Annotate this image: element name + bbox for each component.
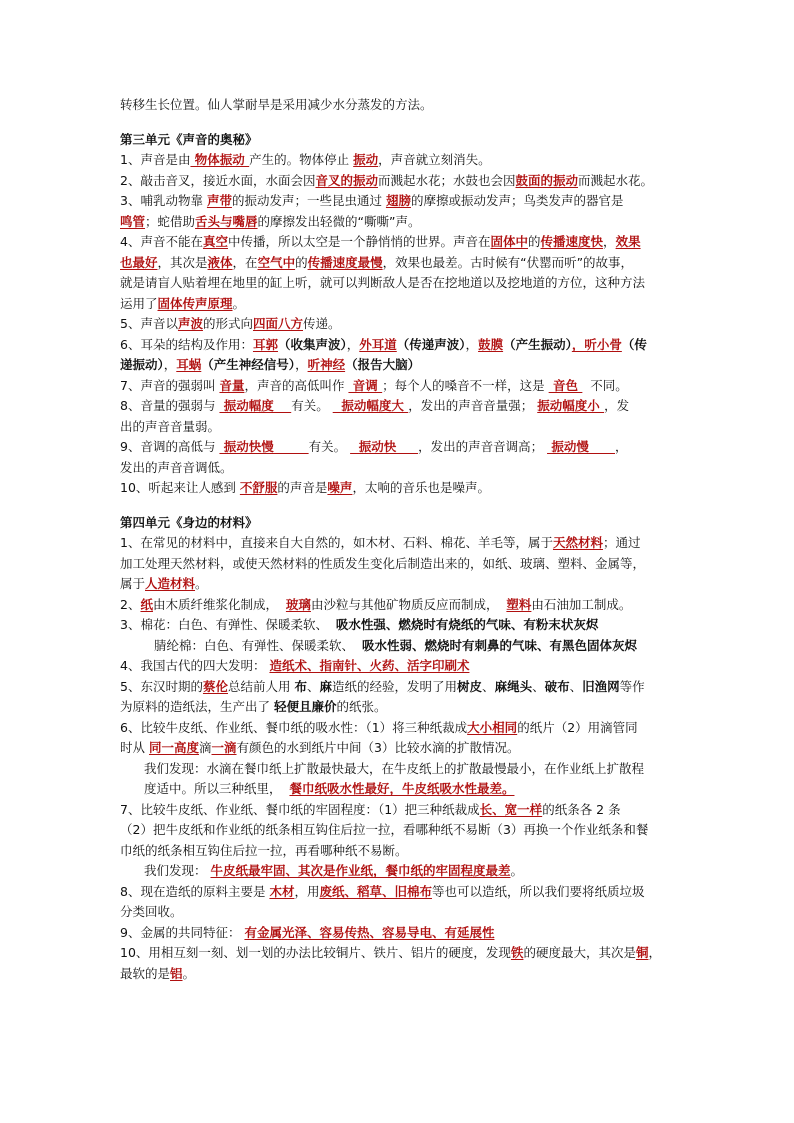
bold-text: 吸水性弱、燃烧时有刺鼻的气味、有黑色固体灰烬 [361, 637, 637, 653]
text-segment: 4、声音不能在 [120, 234, 203, 249]
answer-keyword: 四面八方 [252, 316, 303, 331]
text-segment: 第四单元《身边的材料》 [120, 514, 258, 530]
text-line [120, 355, 680, 376]
text-line [120, 478, 680, 499]
bold-text: （收集声波） [277, 336, 347, 352]
answer-keyword: 外耳道 [359, 336, 397, 352]
text-line [120, 95, 680, 116]
text-segment: 的 [528, 234, 541, 249]
answer-keyword: 牛皮纸最牢固、其次是作业纸，餐巾纸的牢固程度最差 [210, 863, 511, 878]
answer-keyword: 铁 [510, 945, 524, 960]
text-line [120, 417, 680, 438]
answer-keyword: 长、宽一样 [479, 801, 543, 817]
answer-keyword: 鼓膜 [478, 336, 504, 352]
text-line [120, 294, 680, 315]
bold-text: （产生神经信号） [201, 357, 296, 372]
text-segment: 10、听起来让人感到 [120, 480, 240, 495]
answer-keyword: 传播速度快 [540, 234, 604, 249]
text-segment: ， [295, 357, 308, 372]
text-segment: 而溅起水花。 [578, 172, 654, 188]
answer-keyword: 空气中 [257, 254, 296, 270]
text-line [120, 800, 680, 821]
text-segment: ，其次是 [157, 254, 208, 270]
text-segment: 由木质纤维浆化制成， [152, 596, 286, 612]
text-segment: 产生的。物体停止 [249, 152, 354, 167]
answer-keyword: 废纸、稻草、旧棉布 [319, 883, 432, 899]
text-line [120, 615, 680, 636]
answer-keyword: 餐巾纸吸水性最好，牛皮纸吸水性最差。 [289, 781, 515, 796]
text-segment: ， [465, 336, 479, 352]
text-segment: 1、在常见的材料中，直接来自大自然的，如木材、石料、棉花、羊毛等，属于 [120, 535, 553, 550]
text-line [120, 718, 680, 739]
answer-keyword: 振动幅度大 [332, 398, 409, 413]
text-segment: 腈纶棉：白色、有弹性、保暖柔软、 [154, 637, 362, 653]
text-segment: 3、哺乳动物靠 [120, 193, 207, 208]
bold-text: （报告大脑） [345, 357, 421, 372]
text-line [120, 376, 680, 397]
text-segment: 由石油加工制成。 [531, 596, 632, 612]
text-line [120, 273, 680, 294]
text-segment: ，太响的音乐也是噪声。 [352, 480, 490, 495]
text-line [120, 738, 680, 759]
text-line [120, 595, 680, 616]
answer-keyword: 也最好 [120, 254, 158, 270]
text-segment: 时从 [120, 740, 149, 755]
text-segment: 6、耳朵的结构及作用： [120, 336, 253, 352]
answer-keyword: 声波 [177, 316, 203, 331]
text-segment: 传递。 [303, 316, 341, 331]
text-segment: 2、 [120, 596, 141, 612]
section-heading [120, 130, 680, 151]
text-line [120, 533, 680, 554]
text-segment: 有颜色的水到纸片中间（3）比较水滴的扩散情况。 [236, 740, 520, 755]
text-segment: 10、用相互刻一刻、划一划的办法比较铜片、铁片、铝片的硬度，发现 [120, 945, 511, 960]
text-line [120, 636, 680, 657]
text-segment: ， [648, 945, 661, 960]
answer-keyword: 不舒服 [239, 480, 278, 495]
bold-text: 轻便且廉价 [273, 699, 337, 714]
text-segment: 为原料的造纸法，生产出了 [120, 699, 274, 714]
answer-keyword: 固体传声原理 [157, 295, 233, 311]
text-line [120, 861, 680, 882]
text-segment: 的形式向 [202, 316, 253, 331]
bold-text: 麻 [319, 678, 333, 694]
text-line [120, 335, 680, 356]
text-segment: 、 [532, 678, 545, 694]
answer-keyword: 振动幅度小 [537, 398, 605, 413]
text-segment: 的 [295, 254, 308, 270]
answer-keyword: 舌头与嘴唇 [195, 213, 258, 229]
text-segment: 的振动发声；一些昆虫通过 [231, 193, 386, 208]
text-segment: 而溅起水花；水鼓也会因 [377, 172, 516, 188]
text-line [120, 759, 680, 780]
text-segment: ，发出的声音音量强； [408, 398, 538, 413]
text-line [120, 882, 680, 903]
text-segment: 最软的是 [120, 965, 171, 981]
text-segment: 。 [195, 576, 208, 591]
text-line [120, 396, 680, 417]
text-line [120, 314, 680, 335]
text-segment: 的硬度最大，其次是 [523, 945, 636, 960]
answer-keyword: 造纸术、指南针、火药、活字印刷术 [269, 658, 470, 673]
answer-keyword: 液体 [207, 254, 233, 270]
text-line [120, 923, 680, 944]
answer-keyword: 振动 [353, 152, 379, 167]
text-segment: 滴 [199, 740, 212, 755]
text-segment: 5、东汉时期的 [120, 678, 203, 694]
text-segment: 的声音是 [277, 480, 328, 495]
text-segment: 3、棉花：白色、有弹性、保暖柔软、 [120, 617, 336, 632]
text-segment: 9、音调的高低与 [120, 439, 220, 454]
text-segment: 有关。 [291, 398, 333, 413]
text-segment: 中传播，所以太空是一个静悄悄的世界。声音在 [227, 234, 491, 249]
answer-keyword: 一滴 [211, 740, 237, 755]
answer-keyword: 声带 [206, 193, 232, 208]
answer-keyword: 振动快 [350, 439, 419, 454]
bold-text: 破布 [544, 678, 570, 694]
text-line [120, 820, 680, 841]
document-body [120, 95, 680, 984]
answer-keyword: 音叉的振动 [315, 172, 378, 188]
text-line [120, 554, 680, 575]
text-line [120, 191, 680, 212]
text-segment: ， [615, 439, 628, 454]
text-segment: 等也可以造纸，所以我们要将纸质垃圾 [431, 883, 645, 899]
text-segment: 加工处理天然材料，或使天然材料的性质发生变化后制造出来的，如纸、玻璃、塑料、金属等， [120, 555, 646, 571]
text-line [120, 697, 680, 718]
answer-keyword: 翅膀 [385, 193, 411, 208]
text-segment: 。 [182, 965, 196, 981]
answer-keyword: 固体中 [490, 234, 529, 249]
text-line [120, 656, 680, 677]
text-segment: 等作 [619, 678, 645, 694]
text-segment: 4、我国古代的四大发明： [120, 658, 270, 673]
text-line [120, 458, 680, 479]
text-segment: 分类回收。 [120, 904, 183, 919]
text-segment: 的摩擦或振动发声；鸟类发声的器官是 [410, 193, 624, 208]
text-line [120, 212, 680, 233]
answer-keyword: 天然材料 [552, 535, 603, 550]
answer-keyword: 音调 [348, 377, 383, 393]
text-segment: 2、敲击音叉，接近水面，水面会因 [120, 172, 316, 188]
answer-keyword: 振动幅度 [219, 398, 292, 413]
text-segment: ，发出的声音音调高； [418, 439, 548, 454]
text-line [120, 779, 680, 800]
text-segment: 5、声音以 [120, 316, 178, 331]
text-segment: 9、金属的共同特征： [120, 924, 245, 940]
bold-text: （产生振动） [503, 336, 572, 352]
text-segment: ；每个人的嗓音不一样，这是 [382, 377, 549, 393]
text-segment: 总结前人用 [227, 678, 295, 694]
text-segment: 造纸的经验，发明了用 [332, 678, 458, 694]
text-line [120, 253, 680, 274]
text-segment: 。 [232, 295, 246, 311]
text-segment: 由沙粒与其他矿物质反应而制成， [310, 596, 507, 612]
answer-keyword: 纸 [140, 596, 153, 612]
text-segment: 的纸片（2）用滴管同 [517, 719, 638, 735]
text-line [120, 574, 680, 595]
answer-keyword: 物体振动 [190, 152, 250, 167]
text-segment: 就是请盲人贴着埋在地里的缸上听，就可以判断敌人是否在挖地道以及挖地道的方位，这种方法 [120, 275, 646, 290]
text-segment: 不同。 [582, 377, 628, 393]
text-segment: （2）把牛皮纸和作业纸的纸条相互钩住后拉一拉，看哪种纸不易断（3）再换一个作业纸条和餐 [120, 822, 649, 837]
text-segment: 7、比较牛皮纸、作业纸、餐巾纸的牢固程度：（1）把三种纸裁成 [120, 801, 480, 817]
bold-text: 递振动） [120, 357, 164, 372]
answer-keyword: 蔡伦 [202, 678, 228, 694]
text-line [120, 150, 680, 171]
answer-keyword: 大小相同 [467, 719, 518, 735]
answer-keyword: 听神经 [307, 357, 346, 372]
text-segment: ，效果也最差。古时候有“伏罂而听”的故事， [382, 254, 634, 270]
answer-keyword: 音色 [548, 377, 583, 393]
text-segment: ；蛇借助 [145, 213, 196, 229]
text-segment: ， [163, 357, 177, 372]
text-segment: 、 [306, 678, 320, 694]
answer-keyword: 耳蜗 [176, 357, 202, 372]
text-segment: 的摩擦发出轻微的“嘶嘶”声。 [257, 213, 421, 229]
bold-text: （传递声波） [396, 336, 466, 352]
answer-keyword: ，听小骨 [571, 336, 622, 352]
text-segment: 8、现在造纸的原料主要是 [120, 883, 270, 899]
text-segment: 我们发现：水滴在餐巾纸上扩散最快最大，在牛皮纸上的扩散最慢最小，在作业纸上扩散程 [144, 760, 645, 776]
answer-keyword: 人造材料 [145, 576, 196, 591]
answer-keyword: 耳郭 [252, 336, 278, 352]
answer-keyword: 噪声 [327, 480, 353, 495]
answer-keyword: 玻璃 [285, 596, 311, 612]
text-segment: 出的声音音量弱。 [120, 418, 221, 434]
section-heading [120, 513, 680, 534]
text-segment: 6、比较牛皮纸、作业纸、餐巾纸的吸水性：（1）将三种纸裁成 [120, 719, 468, 735]
text-segment: 第三单元《声音的奥秘》 [120, 131, 258, 147]
text-segment: 的纸条各 2 条 [542, 801, 621, 817]
text-line [120, 964, 680, 985]
text-segment: 发出的声音音调低。 [120, 459, 233, 475]
text-line [120, 232, 680, 253]
text-segment: 有关。 [308, 439, 351, 454]
text-segment: 的纸张。 [336, 699, 387, 714]
answer-keyword: 有金属光泽、容易传热、容易导电、有延展性 [244, 924, 495, 940]
text-segment: ，声音就立刻消失。 [378, 152, 491, 167]
text-segment: ， [603, 234, 616, 249]
answer-keyword: 振动快慢 [219, 439, 309, 454]
answer-keyword: 效果 [615, 234, 641, 249]
answer-keyword: 传播速度最慢 [307, 254, 383, 270]
text-segment: ，发 [604, 398, 630, 413]
text-segment: 8、音量的强弱与 [120, 398, 220, 413]
text-line [120, 437, 680, 458]
text-line [120, 171, 680, 192]
answer-keyword: 鸣管 [120, 213, 146, 229]
text-segment: 度适中。所以三种纸里， [144, 781, 290, 796]
text-segment: 、 [482, 678, 495, 694]
text-segment: 属于 [120, 576, 146, 591]
text-segment: 我们发现： [144, 863, 211, 878]
text-line [120, 677, 680, 698]
text-segment: ，声音的高低叫作 [244, 377, 349, 393]
text-segment: 7、声音的强弱叫 [120, 377, 220, 393]
text-segment: ，用 [294, 883, 320, 899]
answer-keyword: 木材 [269, 883, 295, 899]
answer-keyword: 铝 [170, 965, 183, 981]
answer-keyword: 音量 [219, 377, 245, 393]
bold-text: 吸水性强、燃烧时有烧纸的气味、有粉末状灰烬 [335, 617, 599, 632]
text-segment: 巾纸的纸条相互钩住后拉一拉，再看哪种纸不易断。 [120, 842, 408, 858]
answer-keyword: 振动慢 [547, 439, 616, 454]
text-segment: 1、声音是由 [120, 152, 191, 167]
bold-text: 麻绳头 [494, 678, 533, 694]
text-line [120, 943, 680, 964]
answer-keyword: 鼓面的振动 [515, 172, 579, 188]
text-segment: 转移生长位置。仙人掌耐旱是采用减少水分蒸发的方法。 [120, 97, 433, 112]
text-segment: ；通过 [602, 535, 641, 550]
text-line [120, 902, 680, 923]
bold-text: 旧渔网 [582, 678, 620, 694]
answer-keyword: 同一高度 [148, 740, 199, 755]
bold-text: 布 [294, 678, 307, 694]
text-segment: 。 [510, 863, 524, 878]
text-segment: ，在 [232, 254, 258, 270]
text-segment: ， [346, 336, 360, 352]
text-segment: 、 [569, 678, 583, 694]
text-segment: 运用了 [120, 295, 158, 311]
text-line [120, 841, 680, 862]
answer-keyword: 铜 [635, 945, 649, 960]
bold-text: 树皮 [457, 678, 483, 694]
answer-keyword: 塑料 [506, 596, 532, 612]
answer-keyword: 真空 [202, 234, 228, 249]
bold-text: （传 [621, 336, 647, 352]
